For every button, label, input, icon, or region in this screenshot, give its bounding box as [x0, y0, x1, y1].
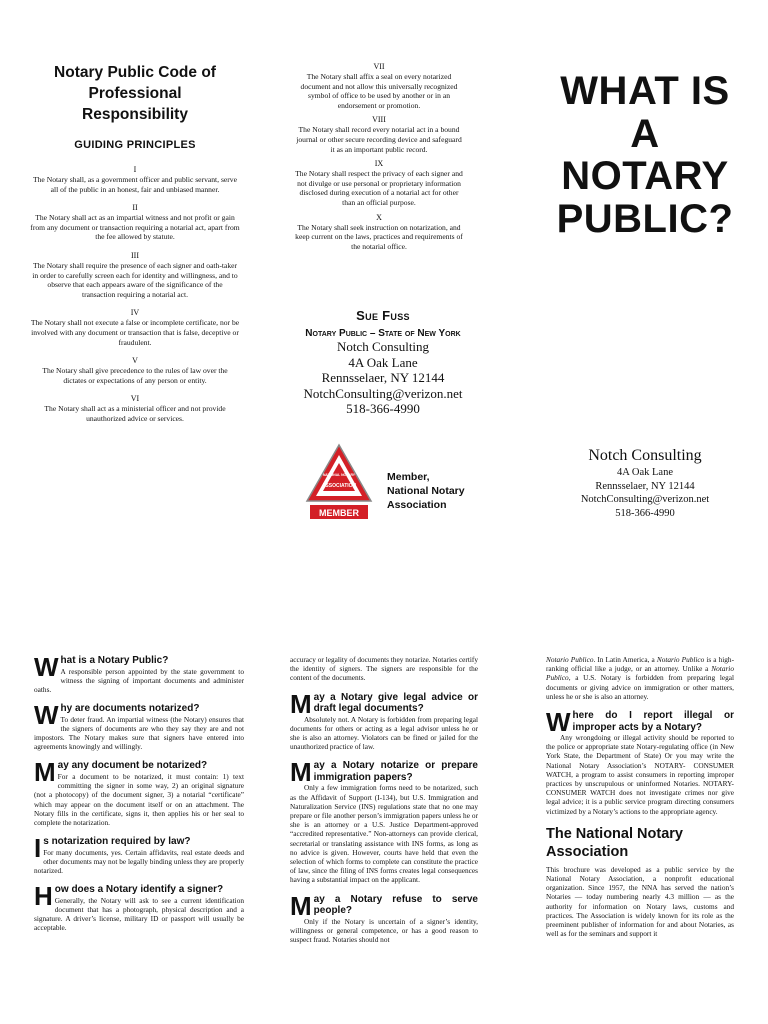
- drop-cap: W: [546, 710, 571, 738]
- principle-item: [294, 115, 464, 154]
- faq-answer: Only a few immigration forms need to be notarized, such as the Affidavit of Support (I-134), but U.S. Immigration and Naturalization Service (INS) regulations state that no one may prepare or file another person’s immigration papers unless he or she is an attorney or a U.S. Justice Department-approved “accredited representative.” Non-attorneys can provide clerical, secretarial or translating assistance with INS forms, as long as no advice is given. However, courts have held that even the selection of which forms to complete can constitute the practice of law, since the filing of INS forms creates legal consequences having a substantial impact on the applicant.: [290, 783, 478, 885]
- principle-text: The Notary shall respect the privacy of each signer and not divulge or use personal or proprietary information disclosed during execution of a notarial act for other than an official purpose.: [295, 169, 463, 207]
- principle-text: The Notary shall require the presence of each signer and oath-taker in order to carefully screen each for identity and willingness, and to observe that each appears aware of the significance of the transaction requiring a notarial act.: [32, 260, 238, 299]
- faq-question: ay a Notary give legal advice or draft legal documents?: [313, 691, 478, 715]
- faq-answer: For a document to be notarized, it must contain: 1) text committing the signer in some way, 2) an original signature (not a photocopy) of the document signer, 3) a notarial “certificate” which may appear on the document itself or on an attachment. The Notary fills in the certificate, signs it, then applies his or her seal to complete the notarization.: [34, 771, 244, 827]
- principle-numeral: VIII: [372, 115, 386, 125]
- faq-item: [546, 710, 734, 816]
- faq-answer: Only if the Notary is uncertain of a signer’s identity, willingness or general competence, or has a good reason to suspect fraud. Notaries should not: [290, 916, 478, 945]
- notary-name: Sue Fuss: [356, 308, 410, 323]
- faq-answer: Any wrongdoing or illegal activity should be reported to the police or appropriate state Notary-regulating office (in New York State, the Department of State) Or you may write the National Notary Association’s NOTARY- CONSUMER WATCH, a program to assist consumers in reporting improper practices by unscrupulous or uninformed Notaries. NOTARY-CONSUMER WATCH does not investigate crimes nor give legal advice; it is a public service program directing consumers victimized by a Notary’s actions to the appropriate agency.: [546, 733, 734, 816]
- code-title: Notary Public Code of Professional Responsibility: [54, 64, 216, 123]
- principle-item: [294, 62, 464, 110]
- principle-item: [30, 394, 240, 423]
- faq-column-3: [546, 655, 734, 938]
- principle-numeral: IV: [130, 308, 140, 318]
- faq-question: ay a Notary refuse to serve people?: [313, 893, 478, 917]
- faq-answer: A responsible person appointed by the state government to witness the signing of important documents and administer oaths.: [34, 666, 244, 694]
- faq-item: [34, 655, 244, 694]
- principle-text: The Notary shall record every notarial act in a bound journal or other secure recording device and safeguard it as an important public record.: [296, 125, 462, 154]
- principle-item: [30, 356, 240, 385]
- faq-answer: To deter fraud. An impartial witness (the Notary) ensures that the signers of documents are who they say they are and not impostors. The Notary makes sure that signers have entered into agreements knowingly and willingly.: [34, 714, 244, 752]
- principle-numeral: I: [133, 165, 137, 174]
- principle-text: The Notary shall act as an impartial witness and not profit or gain from any document or transaction requiring a notarial act, apart from the fee allowed by statute.: [30, 213, 240, 242]
- phone-number: 518-366-4990: [615, 507, 675, 519]
- principle-numeral: X: [376, 212, 382, 222]
- address-line-1: 4A Oak Lane: [617, 467, 673, 478]
- faq-continued-text: accuracy or legality of documents they notarize. Notaries certify the identity of signers. The signers are responsible for the content of the documents.: [290, 655, 478, 683]
- principle-text: The Notary shall, as a government officer and public servant, serve all of the public in an honest, fair and unbiased manner.: [33, 175, 237, 194]
- faq-column-2: [290, 655, 478, 953]
- drop-cap: M: [290, 760, 312, 788]
- faq-question: ay a Notary notarize or prepare immigration papers?: [313, 760, 478, 783]
- faq-question: here do I report illegal or improper acts by a Notary?: [572, 710, 734, 733]
- faq-question: ay any document be notarized?: [57, 760, 208, 772]
- principle-item: [294, 159, 464, 207]
- faq-question: s notarization required by law?: [43, 836, 191, 848]
- faq-continued-text: Notario Publico. In Latin America, a Notario Publico is a high-ranking official like a judge, or an attorney. Unlike a Notario Publico, a U.S. Notary is forbidden from preparing legal documents or giving advice on immigration or other matters, unless he or she is also an attorney.: [546, 655, 734, 701]
- faq-item: [34, 760, 244, 827]
- faq-question: hy are documents notarized?: [60, 703, 200, 715]
- principle-text: The Notary shall seek instruction on notarization, and keep current on the laws, practices and requirements of the notarial office.: [295, 222, 463, 251]
- company-name: Notch Consulting: [336, 339, 430, 354]
- nna-section-body: This brochure was developed as a public service by the National Notary Association, a nonprofit educational organization. Since 1957, the NNA has served the nation’s Notaries — today numbering nearly 4.3 million — as the authority for information on Notary laws, customs and practices. The Association is widely known for its role as the preeminent publisher of information for and about Notaries, as well as for the seminars and support it: [546, 864, 734, 939]
- principle-item: [30, 308, 240, 347]
- principles-continued-panel: [294, 62, 464, 251]
- principle-text: The Notary shall not execute a false or incomplete certificate, nor be involved with any document or transaction that is false, deceptive or fraudulent.: [30, 318, 240, 347]
- phone-number: 518-366-4990: [346, 401, 420, 416]
- faq-answer: For many documents, yes. Certain affidavits, real estate deeds and other documents may not be legally binding unless they are properly notarized.: [34, 847, 244, 876]
- faq-item: [34, 836, 244, 875]
- faq-item: [290, 894, 478, 945]
- principle-item: [30, 251, 240, 299]
- principle-text: The Notary shall give precedence to the rules of law over the dictates or expectations of any person or entity.: [42, 366, 228, 385]
- principle-item: [294, 213, 464, 252]
- email-address[interactable]: NotchConsulting@verizon.net: [580, 494, 710, 505]
- drop-cap: M: [34, 760, 56, 788]
- drop-cap: W: [34, 703, 59, 731]
- drop-cap: M: [290, 893, 312, 921]
- faq-item: [34, 703, 244, 751]
- principle-item: [30, 165, 240, 194]
- faq-answer: Absolutely not. A Notary is forbidden from preparing legal documents for others or acting as a legal advisor unless he or she is also an attorney. Violators can be fined or jailed for the unauthorized practice of law.: [290, 714, 478, 752]
- guiding-principles-heading: GUIDING PRINCIPLES: [74, 139, 196, 151]
- principle-text: The Notary shall act as a ministerial officer and not provide unauthorized advice or services.: [44, 404, 226, 423]
- address-line-2: Rennsselaer, NY 12144: [321, 370, 445, 385]
- code-of-responsibility-panel: [30, 62, 240, 424]
- principle-text: The Notary shall affix a seal on every notarized document and not allow this universally recognized symbol of office to be used by another or in an endorsement or promotion.: [300, 72, 458, 110]
- drop-cap: I: [34, 836, 42, 864]
- notary-title: Notary Public – State of New York: [305, 328, 461, 339]
- drop-cap: M: [290, 691, 312, 719]
- nna-member-seal-icon: [304, 443, 374, 525]
- principle-numeral: IX: [374, 159, 384, 169]
- company-name: Notch Consulting: [588, 447, 702, 464]
- faq-item: [290, 760, 478, 884]
- notary-contact-block: [284, 308, 482, 417]
- principle-numeral: VII: [373, 62, 385, 71]
- principle-numeral: VI: [130, 394, 140, 404]
- faq-column-1: [34, 655, 244, 942]
- address-line-1: 4A Oak Lane: [348, 354, 418, 370]
- drop-cap: W: [34, 655, 59, 682]
- svg-text:NATIONAL NOTARY: NATIONAL NOTARY: [322, 473, 356, 477]
- principle-numeral: II: [132, 203, 138, 213]
- faq-question: hat is a Notary Public?: [60, 655, 169, 666]
- svg-text:MEMBER: MEMBER: [319, 508, 359, 518]
- svg-text:ASSOCIATION: ASSOCIATION: [321, 483, 357, 489]
- faq-question: ow does a Notary identify a signer?: [54, 884, 224, 896]
- faq-item: [34, 884, 244, 932]
- back-contact-block: [545, 446, 745, 520]
- email-address[interactable]: NotchConsulting@verizon.net: [303, 385, 463, 401]
- address-line-2: Rennsselaer, NY 12144: [595, 480, 695, 492]
- principle-numeral: V: [132, 356, 138, 366]
- faq-item: [290, 692, 478, 752]
- principle-numeral: III: [131, 250, 139, 260]
- drop-cap: H: [34, 884, 53, 912]
- nna-section-title: The National Notary Association: [546, 825, 683, 860]
- member-label: Member, National Notary Association: [387, 471, 465, 511]
- faq-answer: Generally, the Notary will ask to see a current identification document that has a photograph, physical description and a signature. A driver’s license, military ID or passport will usually be acceptable.: [34, 895, 244, 933]
- principle-item: [30, 203, 240, 242]
- cover-title: WHAT IS A NOTARY PUBLIC?: [556, 69, 734, 241]
